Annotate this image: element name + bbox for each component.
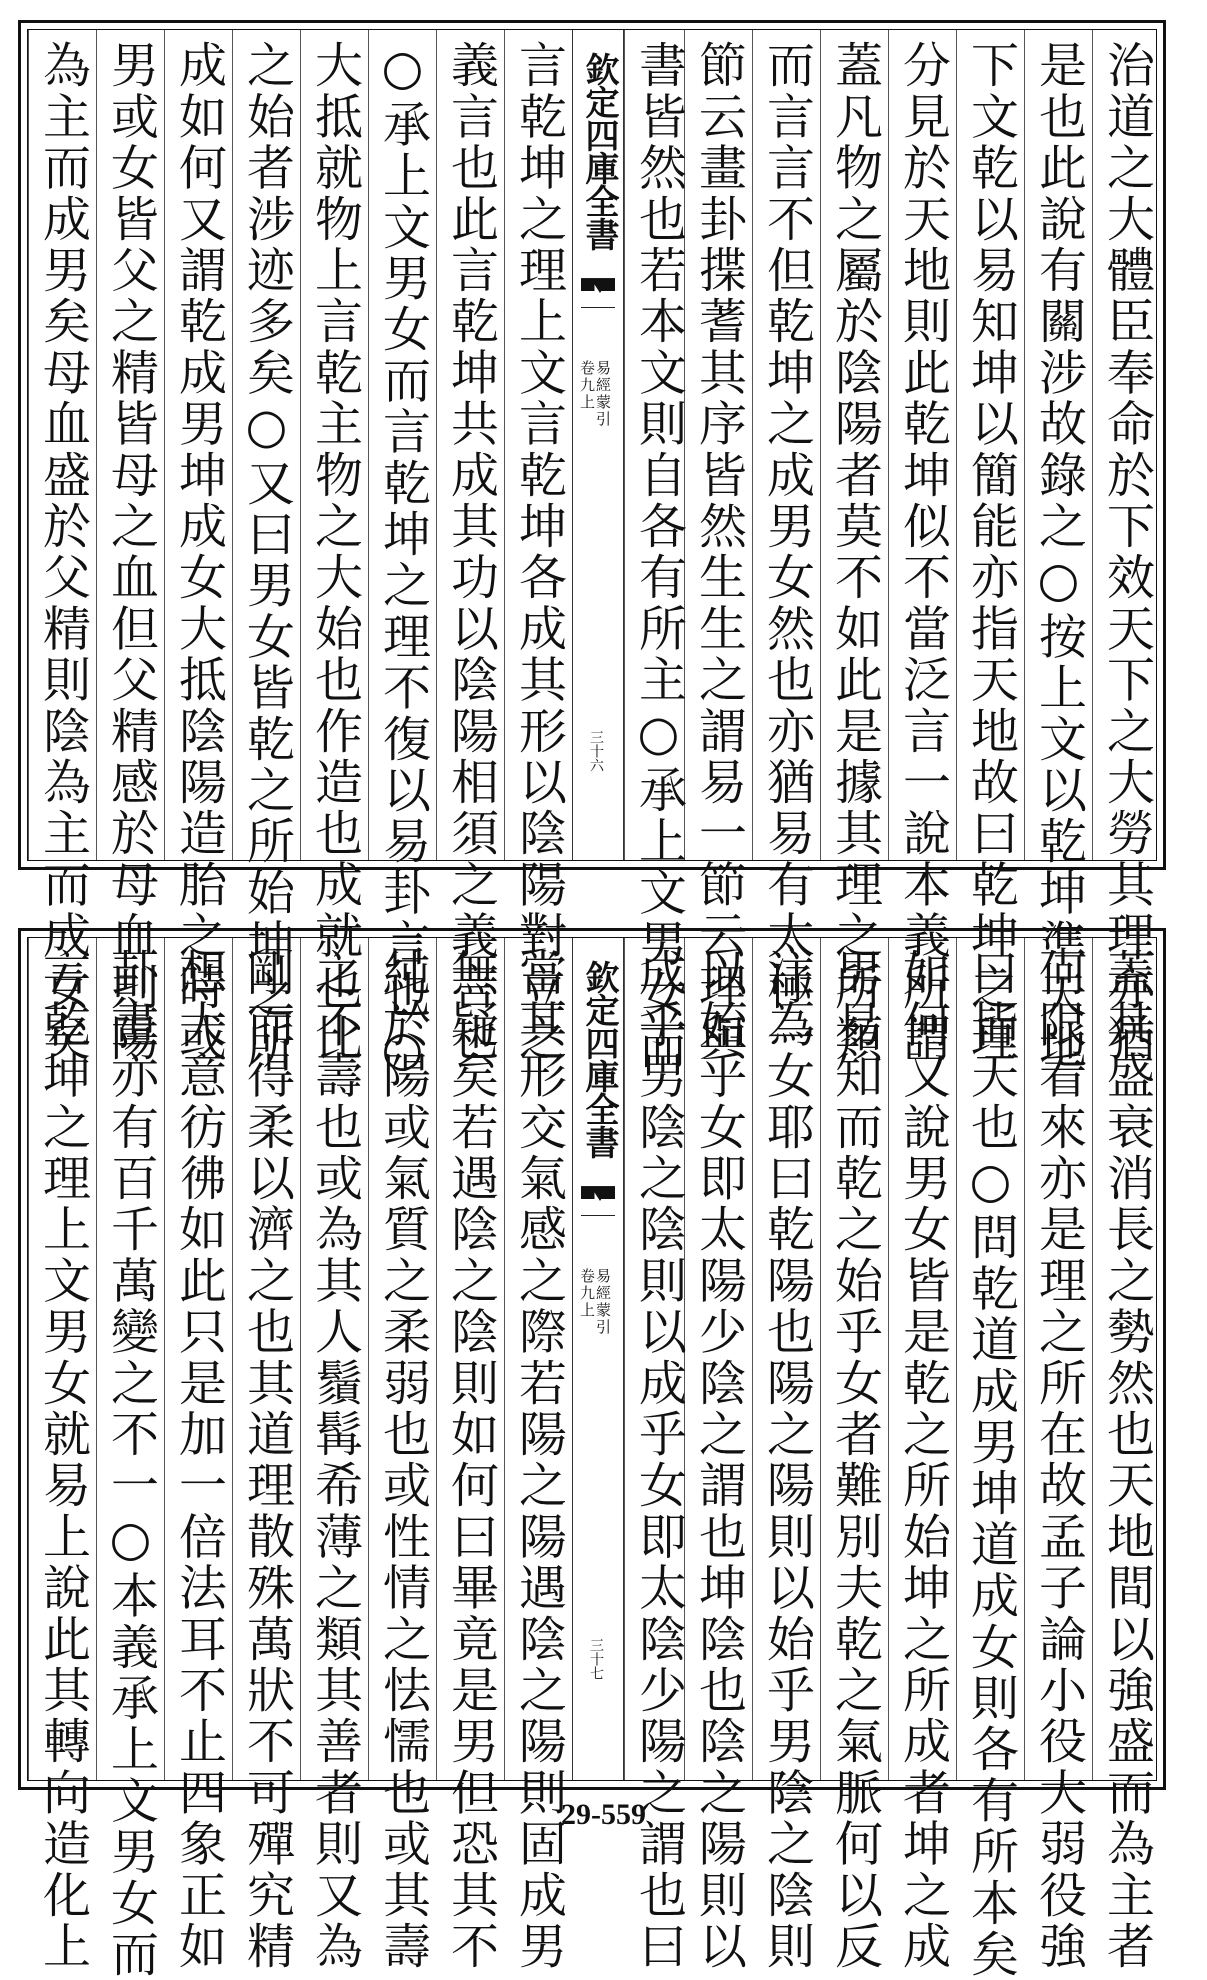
text-column: 治道之大體臣奉命於下效天下之大勞其理亦猶 (1092, 30, 1160, 860)
text-column: 何限看來亦是理之所在故孟子論小役大弱役強 (1024, 938, 1092, 1780)
text-column: 蓋其盛衰消長之勢然也天地間以強盛而為主者 (1092, 938, 1160, 1780)
page-number: 三十六 (588, 730, 604, 772)
text-column: 以始乎女即太陽少陰之謂也坤陰也陰之陽則以 (684, 938, 752, 1780)
volume-label: 卷九上 (578, 360, 596, 411)
text-column: 曰皆天也○問乾道成男坤道成女則各有所本矣 (956, 938, 1024, 1780)
text-column: 大抵就物上言乾主物之大始也作造也成就也比 (300, 30, 368, 860)
text-column: 之始者涉迹多矣○又曰男女皆乾之所始坤之所 (232, 30, 300, 860)
text-column: 是也此說有關涉故錄之○按上文以乾坤準天地 (1024, 30, 1092, 860)
text-column: 分見於天地則此乾坤似不當泛言一說本義所謂 (888, 30, 956, 860)
center-fold (572, 938, 624, 1780)
text-column: 當其形交氣感之際若陽之陽遇陰之陽則固成男 (504, 938, 572, 1780)
text-column: 言乾坤之理上文男女就易上說此其轉向造化上 (28, 938, 96, 1780)
center-title: 欽定四庫全書 (579, 52, 619, 250)
text-column: 成如何又謂乾成男坤成女大抵陰陽造胎之時或 (164, 30, 232, 860)
text-column: 言乾坤之理上文言乾坤各成其形以陰陽對立之 (504, 30, 572, 860)
upper-page (18, 20, 1166, 1080)
text-column: 節云畫卦揲蓍其序皆然生生之謂易一節云理與 (684, 30, 752, 860)
text-column: 男或女皆父之精皆母之血但父精感於母血則陽 (96, 30, 164, 860)
text-column: 卦畫亦有百千萬變之不一○本義承上文男女而 (96, 938, 164, 1780)
text-column: 之不壽也或為其人鬚髯希薄之類其善者則又為 (300, 938, 368, 1780)
center-fold (572, 30, 624, 860)
text-column: 無疑矣若遇陰之陰則如何曰畢竟是男但恐其不 (436, 938, 504, 1780)
book-name: 易經蒙引 (594, 1268, 612, 1336)
text-column: 純於陽或氣質之柔弱也或性情之怯懦也或其壽 (368, 938, 436, 1780)
text-column: 想大意彷彿如此只是加一倍法耳不止四象正如 (164, 938, 232, 1780)
text-column: 成乎男陰之陰則以成乎女即太陰少陽之謂也曰 (624, 938, 692, 1780)
page-number: 三十七 (588, 1638, 604, 1680)
text-column: 義言也此言乾坤共成其功以陰陽相須之義言也 (436, 30, 504, 860)
text-column: ○承上文男女而言乾坤之理不復以易卦言也○ (368, 30, 436, 860)
fish-tail-ornament (581, 1186, 615, 1216)
text-column: 為主而成男矣母血盛於父精則陰為主而成女矣 (28, 30, 96, 860)
upper-page-frame (27, 29, 1157, 1080)
text-column: 剛而得柔以濟之也其道理散殊萬狀不可殫究精 (232, 938, 300, 1780)
text-column: 書皆然也若本文則自各有所主○承上文男女而 (624, 30, 692, 860)
text-column: 如何又說男女皆是乾之所始坤之所成者坤之成 (888, 938, 956, 1780)
text-column: 而言言不但乾坤之成男女然也亦猶易有太極一 (752, 30, 820, 860)
text-column: 注為女耶曰乾陽也陽之陽則以始乎男陰之陰則 (752, 938, 820, 1780)
fish-tail-ornament (581, 278, 615, 308)
volume-label: 卷九上 (578, 1268, 596, 1319)
text-column: 下文乾以易知坤以簡能亦指天地故曰乾坤之理 (956, 30, 1024, 860)
center-title: 欽定四庫全書 (579, 960, 619, 1158)
footer-page-number: 29-559 (561, 1798, 646, 1831)
book-name: 易經蒙引 (594, 360, 612, 428)
text-column: 蓋凡物之屬於陰陽者莫不如此是據其理之所類 (820, 30, 888, 860)
text-column: 男易知而乾之始乎女者難別夫乾之氣脈何以反 (820, 938, 888, 1780)
